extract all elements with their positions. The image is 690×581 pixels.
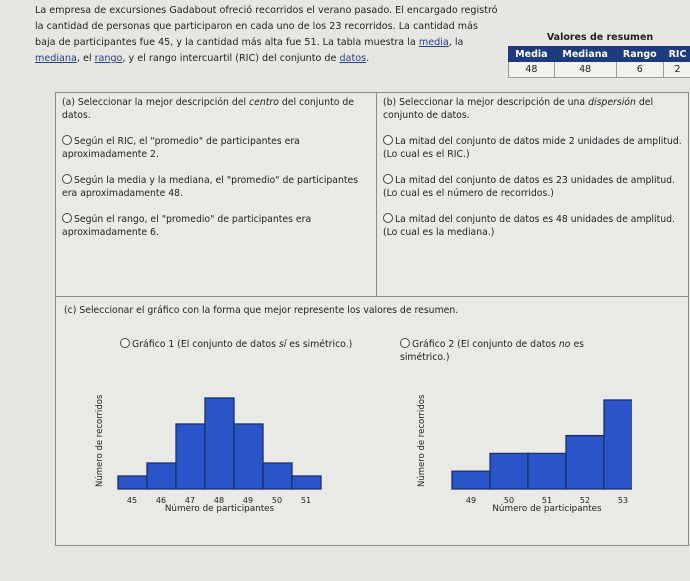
part-a-column <box>56 93 377 296</box>
option-label: es simétrico.) <box>286 339 353 350</box>
part-a-option-1[interactable] <box>56 135 376 161</box>
part-b-option-3[interactable] <box>377 213 688 239</box>
qa-emphasis: centro <box>249 97 279 108</box>
bar-48 <box>205 398 234 489</box>
option-label: Según el rango, el "promedio" de participantes era aproximadamente 6. <box>62 214 312 238</box>
header-ric: RIC <box>664 47 690 62</box>
intro-text: , el <box>76 53 95 64</box>
radio-icon[interactable] <box>120 338 130 348</box>
part-b-option-1[interactable] <box>377 135 688 161</box>
bar-45 <box>118 476 147 489</box>
value-rango: 6 <box>616 62 664 78</box>
intro-text: . <box>366 53 370 64</box>
part-c-question: (c) Seleccionar el gráfico con la forma que mejor represente los valores de resumen. <box>64 305 459 316</box>
part-b-option-2[interactable] <box>377 174 688 200</box>
part-a-option-3[interactable] <box>56 213 376 239</box>
option-emphasis: sí <box>278 339 287 350</box>
media-link[interactable]: media <box>418 37 449 48</box>
tick-label-51: 51 <box>541 496 553 505</box>
tick-label-52: 52 <box>579 496 591 505</box>
tick-label-47: 47 <box>184 496 196 505</box>
option-label: La mitad del conjunto de datos es 48 unidades de amplitud. (Lo cual es la mediana.) <box>383 214 675 238</box>
qa-text: (a) Seleccionar la mejor descripción del <box>62 97 250 108</box>
problem-statement <box>35 3 505 67</box>
x-axis-label: Número de participantes <box>492 504 602 514</box>
value-mediana: 48 <box>554 62 616 78</box>
tick-label-49: 49 <box>242 496 254 505</box>
value-media: 48 <box>509 62 555 78</box>
intro-line-3: baja de participantes fue 45, y la cantidad más alta fue 51. La tabla muestra la <box>35 37 419 48</box>
part-a-question <box>56 93 376 125</box>
qb-text: (b) Seleccionar la mejor descripción de una <box>383 97 589 108</box>
bar-50 <box>263 463 292 489</box>
x-axis-label: Número de participantes <box>164 504 275 514</box>
option-label: Gráfico 2 (El conjunto de datos <box>412 339 559 350</box>
option-label: La mitad del conjunto de datos es 23 unidades de amplitud. (Lo cual es el número de recorridos.) <box>383 175 675 199</box>
radio-icon[interactable] <box>400 338 410 348</box>
y-axis-label: Número de recorridos <box>417 394 427 487</box>
bar-49 <box>234 424 263 489</box>
header-rango: Rango <box>616 47 664 62</box>
option-label: Según la media y la mediana, el "promedio" de participantes era aproximadamente 48. <box>62 175 359 199</box>
part-c-panel <box>55 296 689 546</box>
bar-51 <box>292 476 321 489</box>
part-b-column <box>377 93 688 296</box>
option-label: Según el RIC, el "promedio" de participantes era aproximadamente 2. <box>62 136 300 160</box>
datos-link[interactable]: datos <box>339 53 367 64</box>
header-mediana: Mediana <box>554 47 616 62</box>
bar-53 <box>604 400 632 489</box>
histogram-graph-1 <box>90 377 330 527</box>
summary-table <box>508 28 690 78</box>
tick-label-45: 45 <box>126 496 138 505</box>
part-b-question <box>377 93 688 125</box>
header-media: Media <box>509 47 555 62</box>
bar-52 <box>566 436 604 489</box>
option-emphasis: no <box>558 339 571 350</box>
tick-label-48: 48 <box>213 496 225 505</box>
intro-text: , la <box>448 37 464 48</box>
mediana-link[interactable]: mediana <box>35 53 77 64</box>
bar-49 <box>452 471 490 489</box>
option-label: La mitad del conjunto de datos mide 2 unidades de amplitud. (Lo cual es el RIC.) <box>383 136 682 160</box>
bar-47 <box>176 424 205 489</box>
graph-1-option[interactable] <box>120 338 352 351</box>
option-label: Gráfico 1 (El conjunto de datos <box>132 339 279 350</box>
intro-line-2: la cantidad de personas que participaron en cada uno de los 23 recorridos. La cantidad más <box>35 21 478 32</box>
summary-title: Valores de resumen <box>509 28 690 47</box>
intro-text: , y el rango intercuartil (RIC) del conjunto de <box>122 53 340 64</box>
qb-text: del conjunto de datos. <box>383 97 654 121</box>
radio-icon[interactable] <box>383 135 393 145</box>
tick-label-50: 50 <box>271 496 283 505</box>
value-ric: 2 <box>664 62 690 78</box>
bar-50 <box>490 453 528 489</box>
option-label: es simétrico.) <box>400 339 585 363</box>
qb-emphasis: dispersión <box>588 97 636 108</box>
bar-51 <box>528 453 566 489</box>
part-a-option-2[interactable] <box>56 174 376 200</box>
rango-link[interactable]: rango <box>94 53 123 64</box>
tick-label-53: 53 <box>617 496 629 505</box>
radio-icon[interactable] <box>62 174 72 184</box>
tick-label-51: 51 <box>300 496 312 505</box>
parts-ab-panel <box>55 92 689 297</box>
tick-label-46: 46 <box>155 496 167 505</box>
radio-icon[interactable] <box>62 213 72 223</box>
histogram-graph-2 <box>412 377 632 527</box>
radio-icon[interactable] <box>383 174 393 184</box>
qa-text: del conjunto de datos. <box>62 97 355 121</box>
radio-icon[interactable] <box>62 135 72 145</box>
radio-icon[interactable] <box>383 213 393 223</box>
tick-label-49: 49 <box>465 496 477 505</box>
bar-46 <box>147 463 176 489</box>
intro-line-1: La empresa de excursiones Gadabout ofreció recorridos el verano pasado. El encargado registró <box>35 5 498 16</box>
y-axis-label: Número de recorridos <box>95 394 105 487</box>
graph-2-option[interactable] <box>400 338 630 364</box>
tick-label-50: 50 <box>503 496 515 505</box>
